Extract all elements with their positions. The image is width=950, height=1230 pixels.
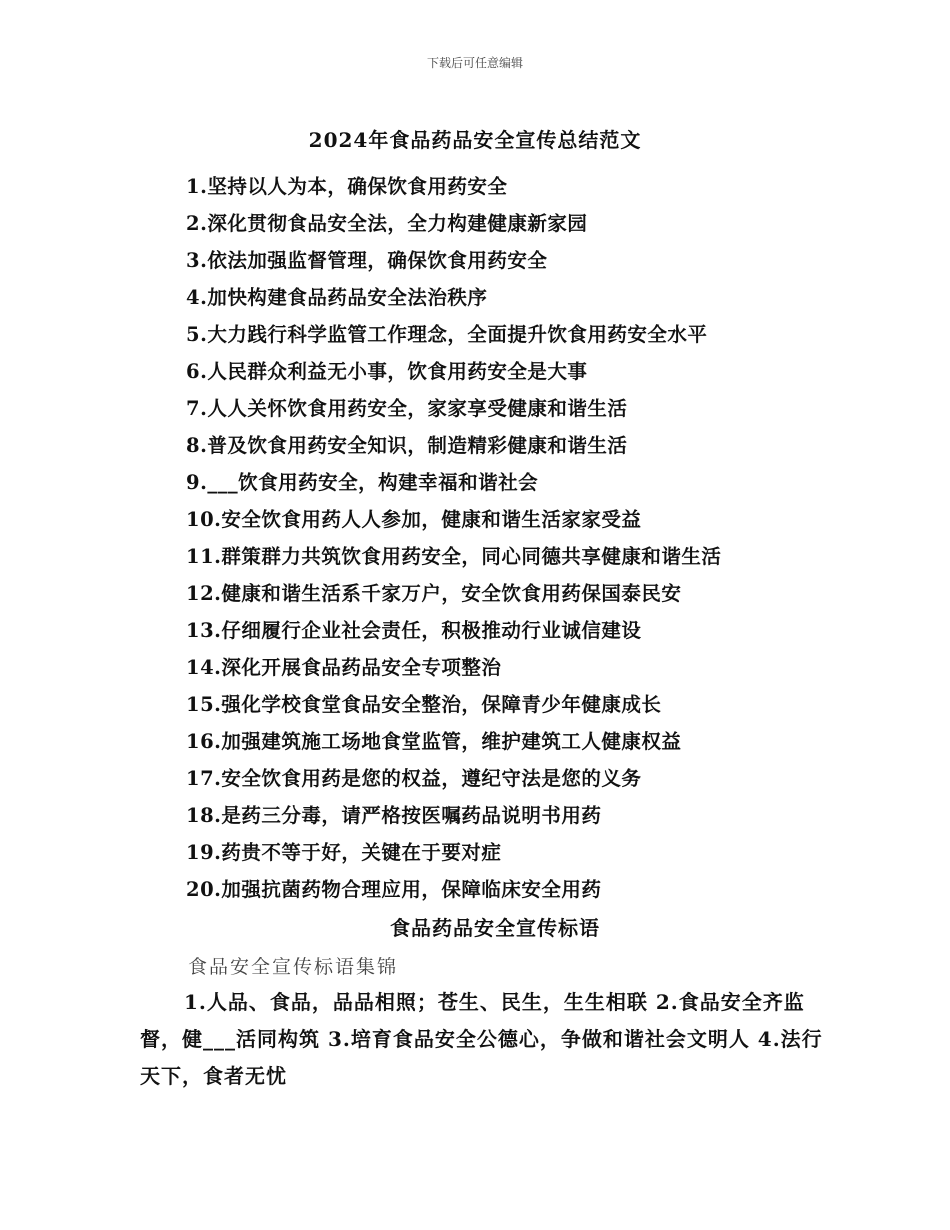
list-item: 2.深化贯彻食品安全法，全力构建健康新家园: [186, 212, 588, 235]
list-item: 5.大力践行科学监管工作理念，全面提升饮食用药安全水平: [186, 323, 708, 346]
list-item: 15.强化学校食堂食品安全整治，保障青少年健康成长: [186, 693, 662, 716]
slogan-paragraph: 1.人品、食品，品品相照；苍生、民生，生生相联 2.食品安全齐监督，健___活同构筑 3.培育食品安全公德心，争做和谐社会文明人 4.法行天下，食者无忧: [140, 990, 823, 1088]
list-item: 14.深化开展食品药品安全专项整治: [186, 656, 502, 679]
list-item: 16.加强建筑施工场地食堂监管，维护建筑工人健康权益: [186, 730, 682, 753]
list-item: 11.群策群力共筑饮食用药安全，同心同德共享健康和谐生活: [186, 545, 722, 568]
list-item: 19.药贵不等于好，关键在于要对症: [186, 841, 502, 864]
list-item: 17.安全饮食用药是您的权益，遵纪守法是您的义务: [186, 767, 642, 790]
list-item: 9.___饮食用药安全，构建幸福和谐社会: [186, 471, 539, 494]
list-item: 7.人人关怀饮食用药安全，家家享受健康和谐生活: [186, 397, 628, 420]
document-title: 2024年食品药品安全宣传总结范文: [308, 128, 642, 152]
list-item: 6.人民群众利益无小事，饮食用药安全是大事: [186, 360, 588, 383]
subsection-title: 食品安全宣传标语集锦: [188, 956, 399, 978]
list-item: 4.加快构建食品药品安全法治秩序: [186, 286, 488, 309]
list-item: 10.安全饮食用药人人参加，健康和谐生活家家受益: [186, 508, 642, 531]
section-title: 食品药品安全宣传标语: [390, 916, 600, 940]
header-note: 下载后可任意编辑: [426, 56, 523, 70]
list-item: 18.是药三分毒，请严格按医嘱药品说明书用药: [186, 804, 602, 827]
list-item: 20.加强抗菌药物合理应用，保障临床安全用药: [186, 878, 602, 901]
list-item: 8.普及饮食用药安全知识，制造精彩健康和谐生活: [186, 434, 628, 457]
slogan-list: [186, 170, 886, 910]
list-item: 12.健康和谐生活系千家万户，安全饮食用药保国泰民安: [186, 582, 682, 605]
list-item: 3.依法加强监督管理，确保饮食用药安全: [186, 249, 548, 272]
list-item: 1.坚持以人为本，确保饮食用药安全: [186, 175, 508, 198]
list-item: 13.仔细履行企业社会责任，积极推动行业诚信建设: [186, 619, 642, 642]
